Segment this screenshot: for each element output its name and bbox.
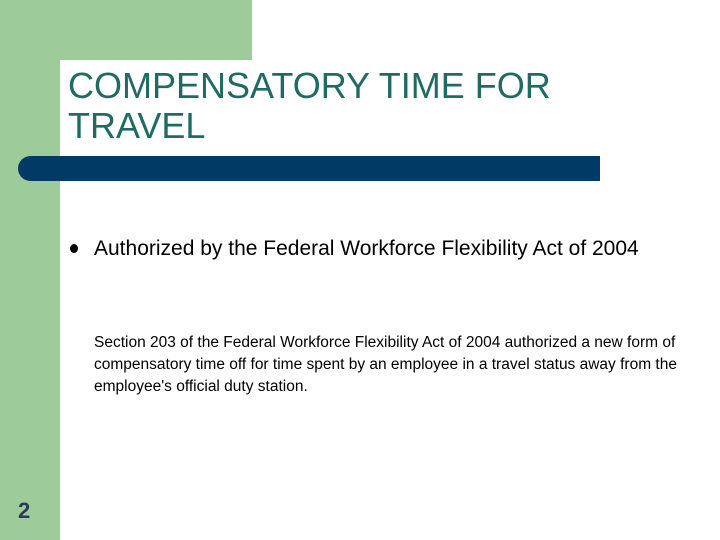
bullet-icon — [70, 244, 78, 253]
slide-number: 2 — [18, 498, 31, 523]
left-green-band — [0, 0, 60, 540]
top-green-block — [60, 0, 252, 60]
slide-title: COMPENSATORY TIME FOR TRAVEL — [68, 65, 551, 146]
title-divider-bar — [18, 156, 600, 181]
bullet-point-text: Authorized by the Federal Workforce Flexibility Act of 2004 — [94, 237, 639, 260]
body-paragraph: Section 203 of the Federal Workforce Flexibility Act of 2004 authorized a new form of compensatory time off for time spent by an employee in a travel status away from the employee's official duty station. — [94, 334, 677, 395]
